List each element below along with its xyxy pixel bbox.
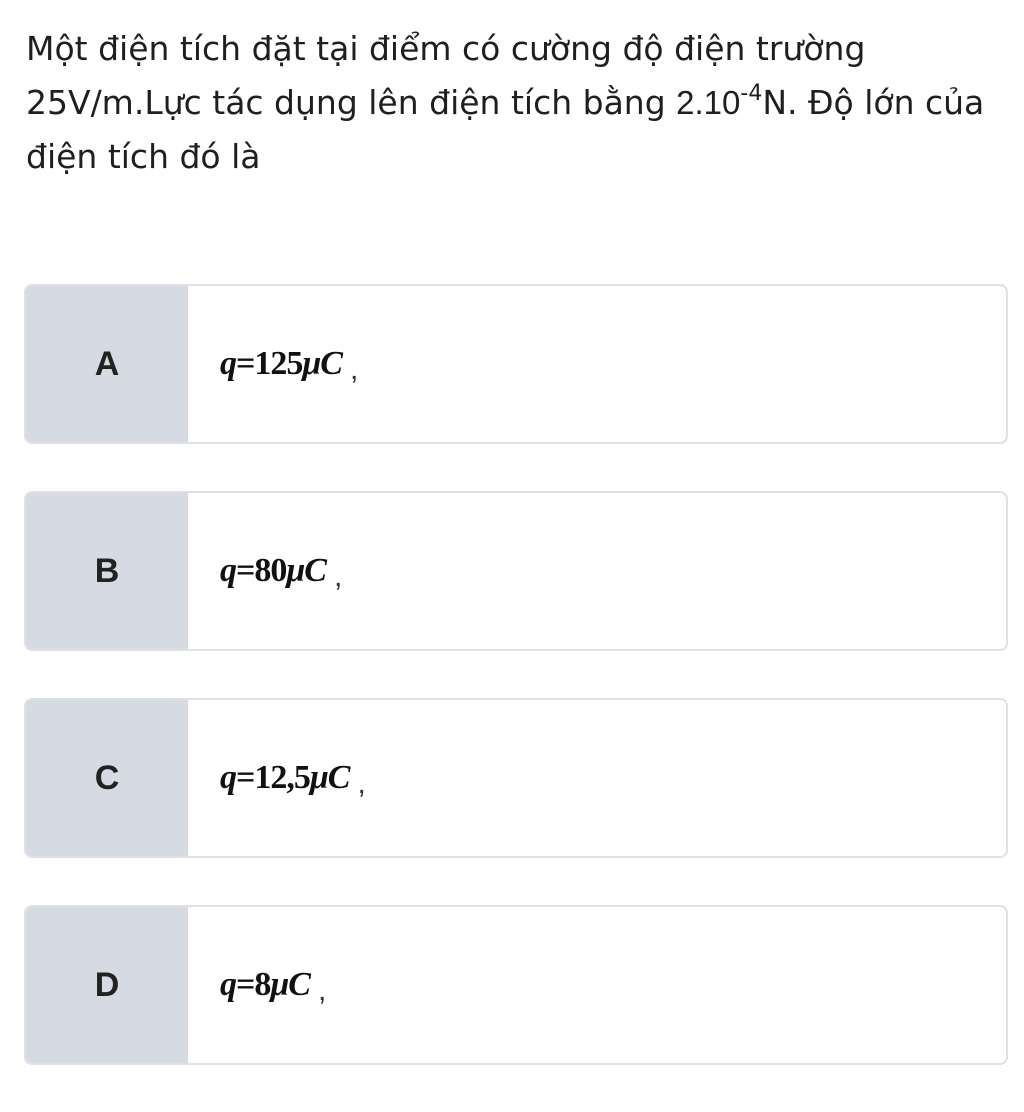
option-a[interactable]	[24, 284, 1008, 444]
formula-eq: =	[236, 345, 255, 382]
formula-unit: μC	[286, 552, 326, 589]
formula-var: q	[220, 552, 236, 589]
option-trail: ,	[357, 767, 366, 800]
option-body-c	[188, 700, 1006, 856]
option-letter-a: A	[26, 286, 188, 442]
option-body-b	[188, 493, 1006, 649]
option-trail: ,	[349, 353, 359, 386]
option-body-d	[188, 907, 1006, 1063]
formula-eq: =	[236, 966, 255, 1003]
formula-value: 125	[254, 345, 303, 382]
option-trail: ,	[317, 974, 327, 1007]
formula-value: 80	[254, 552, 287, 589]
option-formula-d	[220, 966, 310, 1004]
force-exponent: -4	[740, 81, 763, 106]
option-letter-d: D	[26, 907, 188, 1063]
formula-value: 12,5	[254, 759, 310, 796]
formula-unit: μC	[302, 345, 342, 382]
option-letter-c: C	[26, 700, 188, 856]
force-base: 2.10	[676, 84, 741, 121]
option-formula-b	[220, 552, 326, 590]
formula-value: 8	[254, 966, 271, 1003]
option-body-a	[188, 286, 1006, 442]
option-formula-a	[220, 345, 342, 383]
formula-unit: μC	[309, 759, 350, 796]
answer-options	[24, 284, 1008, 1112]
formula-unit: μC	[270, 966, 310, 1003]
formula-var: q	[220, 345, 236, 382]
formula-eq: =	[236, 552, 255, 589]
question-text	[26, 22, 1006, 184]
question-part2: N. Độ lớn của điện tích đó là	[26, 83, 985, 176]
formula-var: q	[220, 759, 236, 796]
option-b[interactable]	[24, 491, 1008, 651]
option-letter-b: B	[26, 493, 188, 649]
option-d[interactable]	[24, 905, 1008, 1065]
formula-var: q	[220, 966, 236, 1003]
formula-eq: =	[236, 759, 255, 796]
option-trail: ,	[333, 560, 343, 593]
option-formula-c	[220, 759, 349, 797]
question-part1: Một điện tích đặt tại điểm có cường độ điện trường 25V/m.Lực tác dụng lên điện tích bằng	[26, 29, 866, 122]
option-c[interactable]	[24, 698, 1008, 858]
